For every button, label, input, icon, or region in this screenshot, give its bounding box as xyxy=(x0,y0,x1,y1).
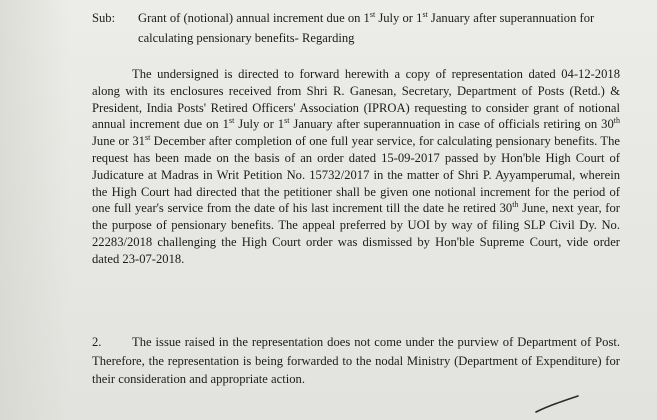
signature-mark xyxy=(534,392,582,416)
subject-label: Sub: xyxy=(92,11,116,25)
paragraph-2 xyxy=(92,333,620,389)
paragraph-2-text: The issue raised in the representation does not come under the purview of Department of Post. Therefore, the representation is being forwarded to the nodal Ministry (Department of Expenditure) for their consideration and appropriate action. xyxy=(92,335,620,387)
paragraph-number: 2. xyxy=(92,335,102,349)
paragraph-1: The undersigned is directed to forward herewith a copy of representation dated 04-12-2018 along with its enclosures received from Shri R. Ganesan, Secretary, Department of Posts (Retd.) & President, India Posts' Retired Officers' Association (IPROA) requesting to consider grant of notional annual increment due on 1st July or 1st January after superannuation in case of officials retiring on 30th June or 31st December after completion of one full year service, for calculating pensionary benefits. The request has been made on the basis of an order dated 15-09-2017 passed by Hon'ble High Court of Judicature at Madras in Writ Petition No. 15732/2017 in the matter of Shri P. Ayyamperumal, wherein the High Court had directed that the petitioner shall be given one notional increment for the period of one full year's service from the date of his last increment till the date he retired 30th June, next year, for the purpose of pensionary benefits. The appeal preferred by UOI by way of filing SLP Civil Dy. No. 22283/2018 challenging the High Court order was dismissed by Hon'ble Supreme Court, vide order dated 23-07-2018. xyxy=(92,67,621,266)
subject-text: Grant of (notional) annual increment due on 1st July or 1st January after superannuation for calculating pensionary benefits- Regarding xyxy=(138,9,595,45)
page-shadow xyxy=(0,0,70,420)
subject-line xyxy=(92,8,612,48)
